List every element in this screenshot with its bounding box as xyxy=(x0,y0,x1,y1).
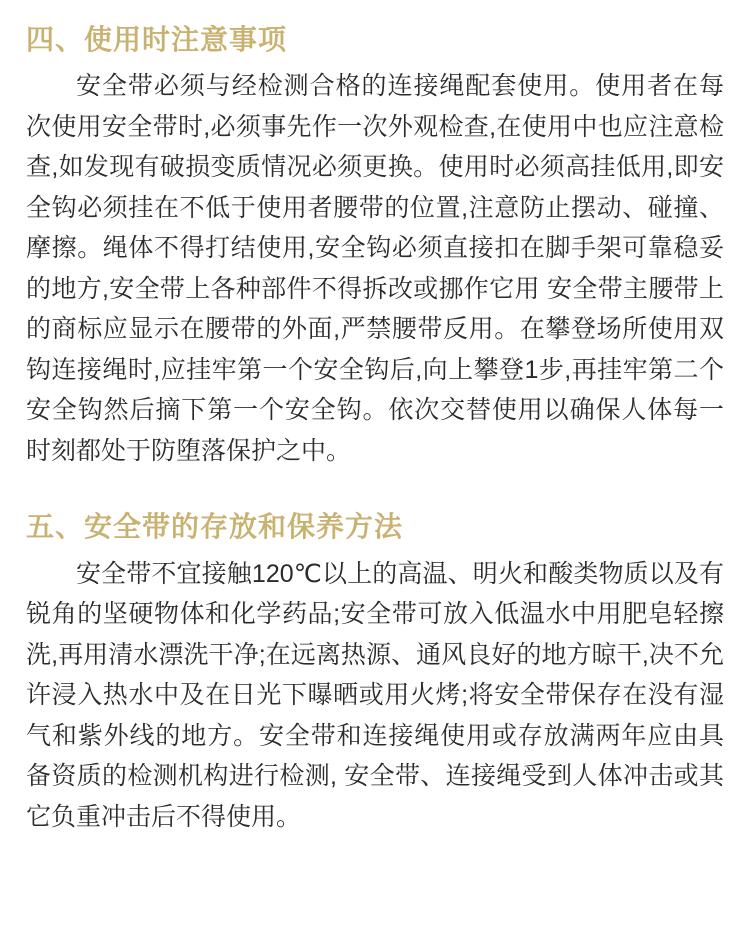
section-spacer xyxy=(26,477,724,509)
section-heading: 四、使用时注意事项 xyxy=(26,24,288,55)
section-storage-maintenance xyxy=(26,509,724,837)
section-usage-precautions xyxy=(26,22,724,471)
section-heading: 五、安全带的存放和保养方法 xyxy=(26,511,404,543)
section-body: 安全带必须与经检测合格的连接绳配套使用。使用者在每次使用安全带时,必须事先作一次外观检查,在使用中也应注意检查,如发现有破损变质情况必须更换。使用时必须高挂低用,即安全钩必须挂在不低于使用者腰带的位置,注意防止摆动、碰撞、摩擦。绳体不得打结使用,安全钩必须直接扣在脚手架可靠稳妥的地方,安全带上各种部件不得拆改或挪作它用 安全带主腰带上的商标应显示在腰带的外面,严禁腰带反用。在攀登场所使用双钩连接绳时,应挂牢第一个安全钩后,向上攀登1步,再挂牢第二个安全钩然后摘下第一个安全钩。依次交替使用以确保人体每一时刻都处于防堕落保护之中。 xyxy=(26,72,724,465)
section-body: 安全带不宜接触120℃以上的高温、明火和酸类物质以及有锐角的坚硬物体和化学药品;安全带可放入低温水中用肥皂轻擦洗,再用清水漂洗干净;在远离热源、通风良好的地方晾干,决不允许浸入热水中及在日光下曝晒或用火烤;将安全带保存在没有湿气和紫外线的地方。安全带和连接绳使用或存放满两年应由具备资质的检测机构进行检测, 安全带、连接绳受到人体冲击或其它负重冲击后不得使用。 xyxy=(26,559,724,831)
